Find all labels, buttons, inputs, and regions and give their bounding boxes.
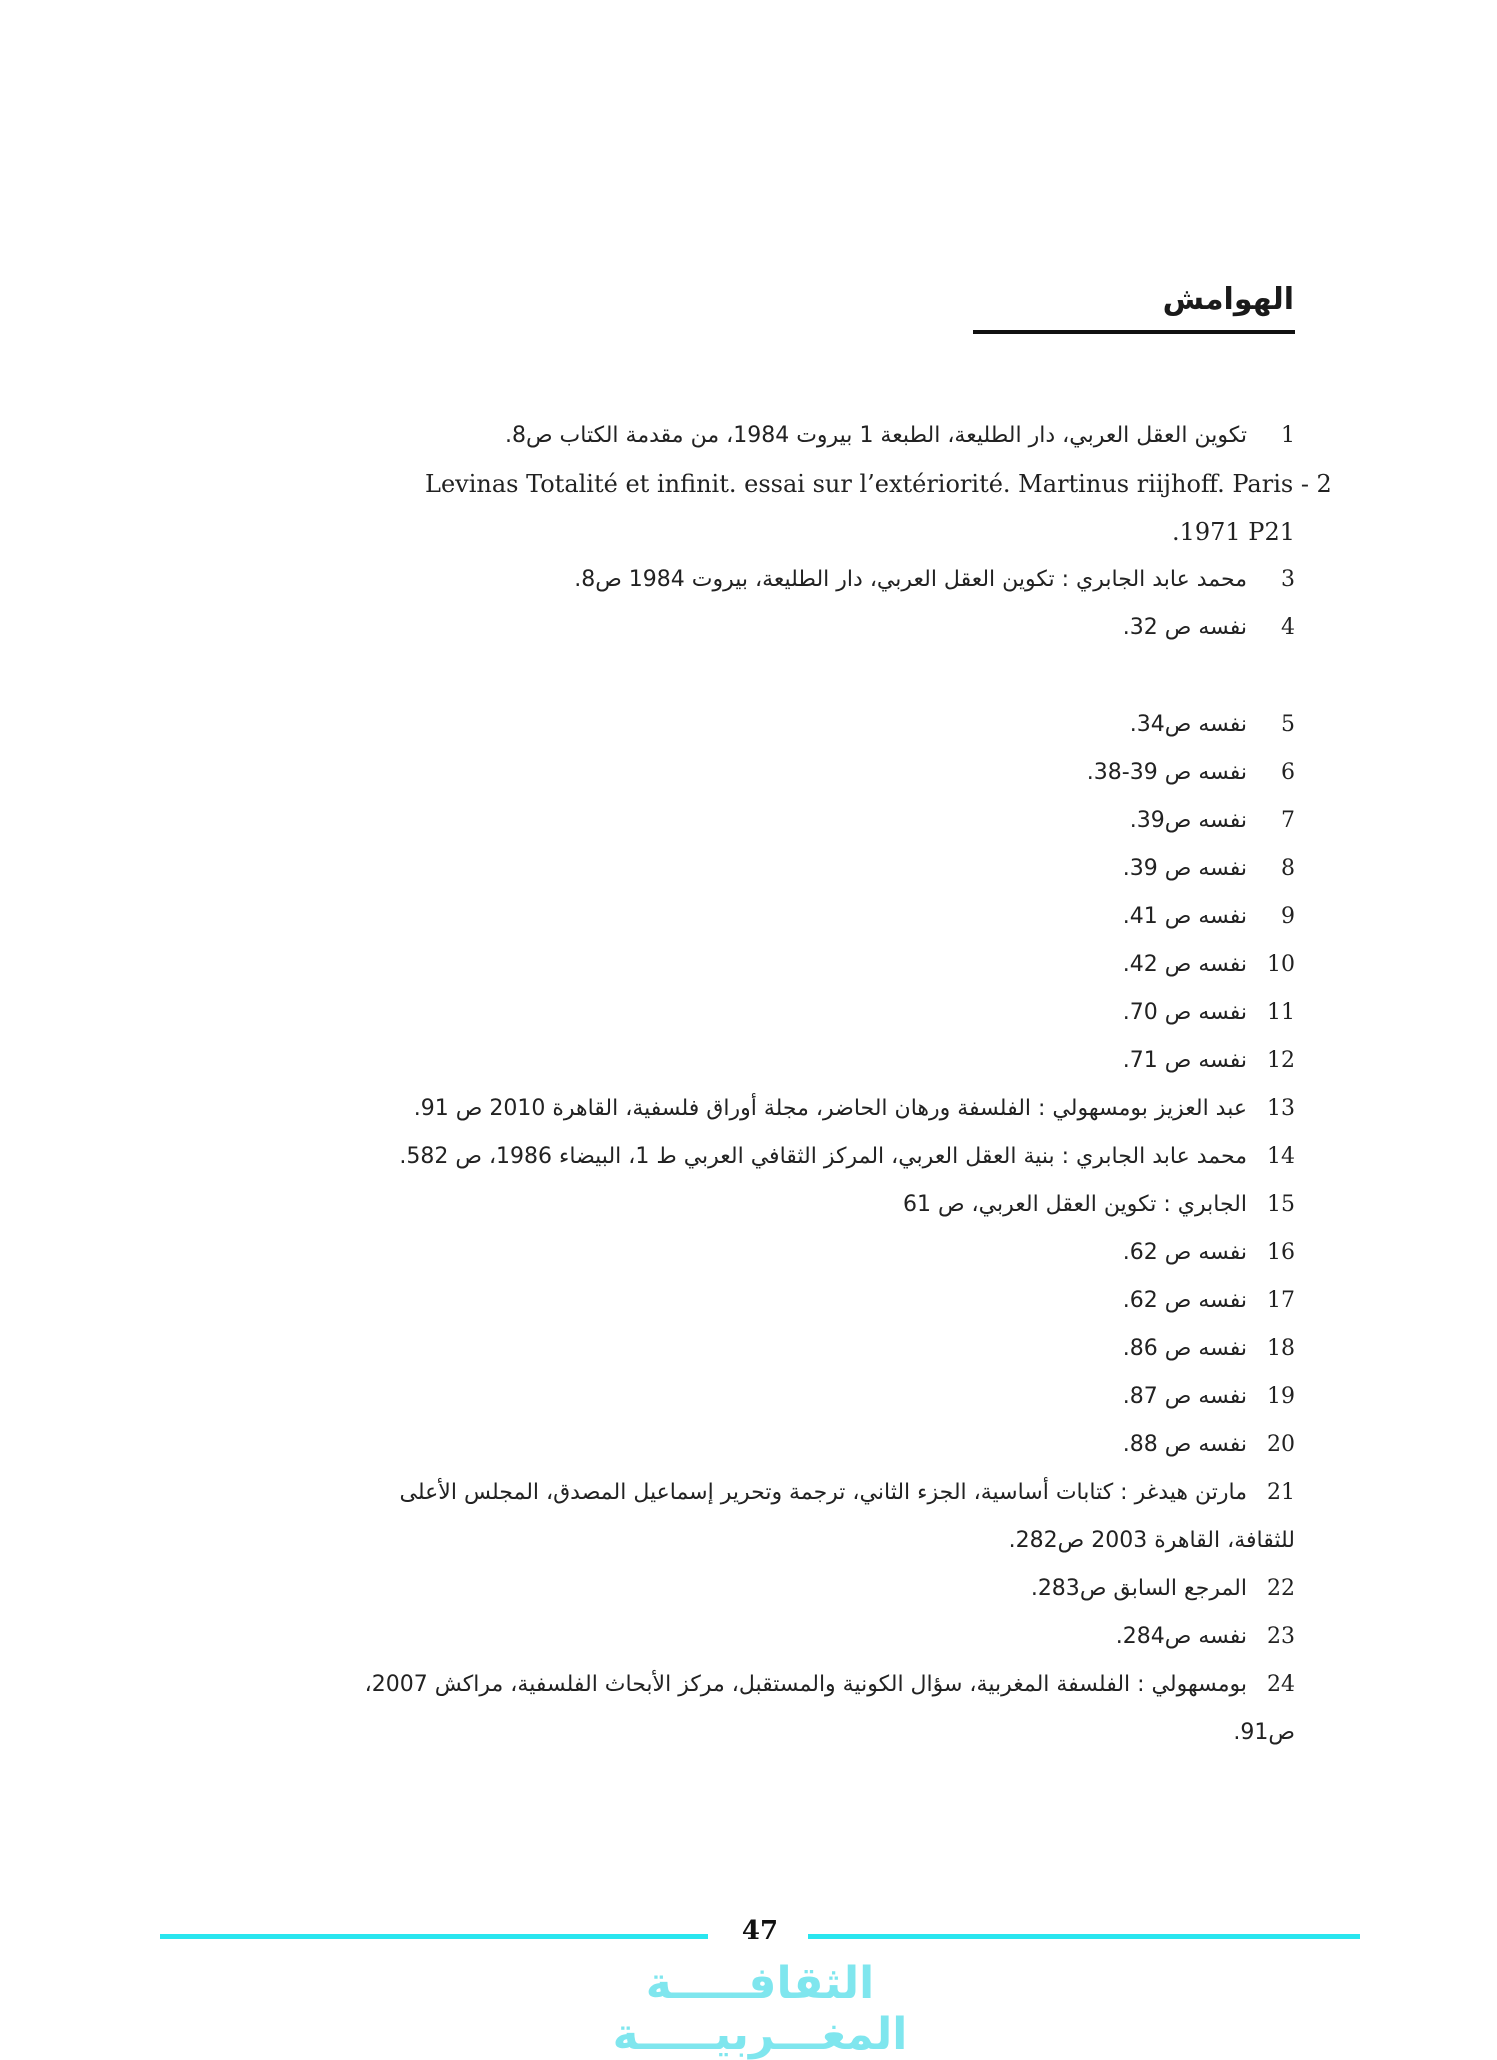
notes-heading: الهوامش <box>1162 282 1294 317</box>
footnote-7: 7نفسه ص39. <box>1129 808 1295 833</box>
footnote-8: 8نفسه ص 39. <box>1122 856 1295 881</box>
footnote-19: 19نفسه ص 87. <box>1122 1384 1295 1409</box>
footnote-22: 22المرجع السابق ص283. <box>1030 1576 1295 1601</box>
footnote-17: 17نفسه ص 62. <box>1122 1288 1295 1313</box>
footnote-4: 4نفسه ص 32. <box>1122 615 1295 640</box>
footer-rule-left <box>160 1934 708 1939</box>
footnote-1: 1تكوين العقل العربي، دار الطليعة، الطبعة 1 بيروت 1984، من مقدمة الكتاب ص8. <box>504 423 1295 448</box>
footnote-24: 24بومسهولي : الفلسفة المغربية، سؤال الكونية والمستقبل، مركز الأبحاث الفلسفية، مراكش 2007، <box>364 1672 1295 1697</box>
footnote-10: 10نفسه ص 42. <box>1122 952 1295 977</box>
footnote-3: 3محمد عابد الجابري : تكوين العقل العربي، دار الطليعة، بيروت 1984 ص8. <box>574 567 1295 592</box>
footnote-20: 20نفسه ص 88. <box>1122 1432 1295 1457</box>
footnote-23: 23نفسه ص284. <box>1115 1624 1295 1649</box>
footnote-21-continuation: للثقافة، القاهرة 2003 ص282. <box>1008 1528 1295 1553</box>
magazine-logo: الثقافـــــة المغـــربيـــــة <box>612 1958 908 2060</box>
footnote-14: 14محمد عابد الجابري : بنية العقل العربي، المركز الثقافي العربي ط 1، البيضاء 1986، ص 582. <box>399 1144 1295 1169</box>
footnote-13: 13عبد العزيز بومسهولي : الفلسفة ورهان الحاضر، مجلة أوراق فلسفية، القاهرة 2010 ص 91. <box>413 1096 1295 1121</box>
footnote-9: 9نفسه ص 41. <box>1122 904 1295 929</box>
footnote-2-line-1: Levinas Totalité et infinit. essai sur l’extériorité. Martinus riijhoff. Paris - 2 <box>425 470 1332 498</box>
footnote-21: 21مارتن هيدغر : كتابات أساسية، الجزء الثاني، ترجمة وتحرير إسماعيل المصدق، المجلس الأعلى <box>399 1480 1295 1505</box>
footnote-5: 5نفسه ص34. <box>1129 712 1295 737</box>
footnote-15: 15الجابري : تكوين العقل العربي، ص 61 <box>902 1192 1295 1217</box>
heading-underline <box>973 330 1295 334</box>
footnote-2-line-2: .1971 P21 <box>1171 518 1295 546</box>
footnote-24-continuation: ص91. <box>1233 1720 1295 1745</box>
page-number: 47 <box>741 1916 779 1946</box>
footnote-12: 12نفسه ص 71. <box>1122 1048 1295 1073</box>
footnote-11: 11نفسه ص 70. <box>1122 1000 1295 1025</box>
footer-rule-right <box>808 1934 1360 1939</box>
footnote-18: 18نفسه ص 86. <box>1122 1336 1295 1361</box>
footnote-6: 6نفسه ص 39-38. <box>1086 760 1295 785</box>
footnotes-list <box>364 412 1332 1757</box>
footnote-16: 16نفسه ص 62. <box>1122 1240 1295 1265</box>
